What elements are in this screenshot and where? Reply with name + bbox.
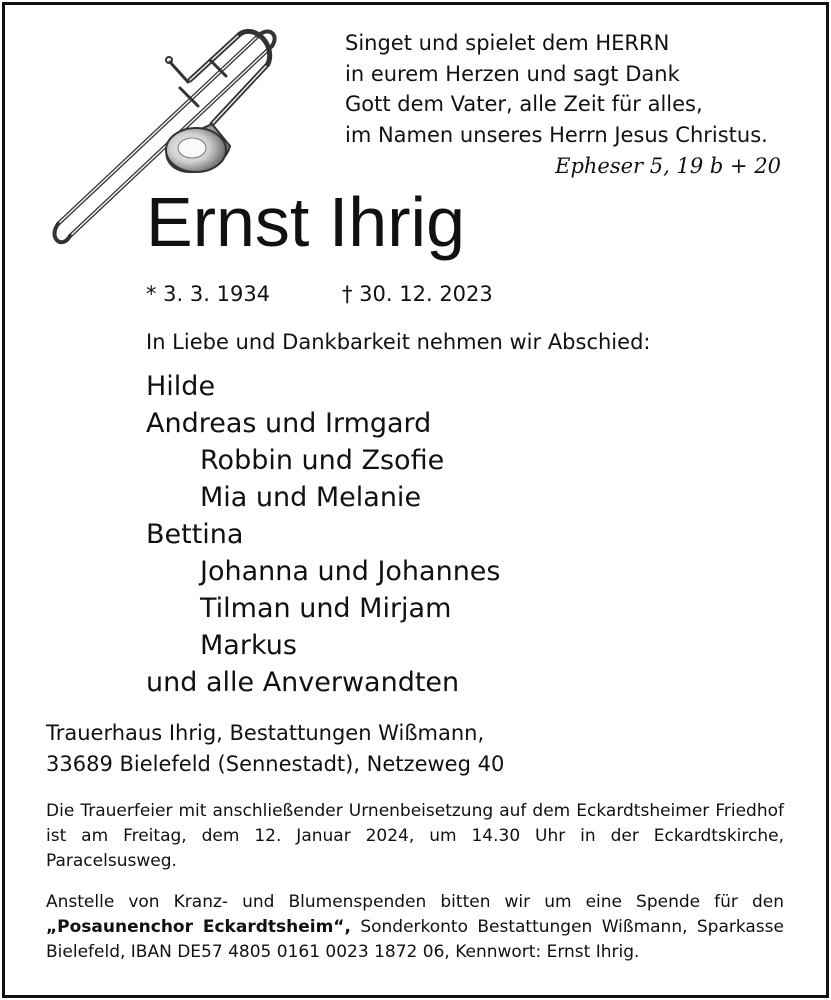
mourners-list [146, 368, 500, 701]
mourner-entry: Robbin und Zsofie [200, 445, 445, 476]
death-date: † 30. 12. 2023 [342, 282, 493, 306]
verse-line: Gott dem Vater, alle Zeit für alles, [345, 92, 703, 116]
mourner-entry: Johanna und Johannes [200, 556, 501, 587]
life-dates [146, 282, 493, 306]
mourner-entry: Mia und Melanie [200, 482, 422, 513]
verse-line: in eurem Herzen und sagt Dank [345, 61, 680, 86]
mourner-entry: Markus [200, 630, 297, 661]
ceremony-notice: Die Trauerfeier mit anschließender Urnenbeisetzung auf dem Eckardtsheimer Friedhof ist am Freitag, dem 12. Januar 2024, um 14.30 Uhr in der Eckardtskirche, Paracelsusweg. [46, 801, 784, 871]
deceased-name: Ernst Ihrig [146, 183, 465, 261]
verse-line: Singet und spielet dem HERRN [345, 31, 670, 55]
mourner-entry: Hilde [146, 371, 216, 402]
bible-verse [345, 28, 815, 150]
mourner-entry: Bettina [146, 519, 244, 550]
verse-reference: Epheser 5, 19 b + 20 [555, 154, 781, 178]
address-line: 33689 Bielefeld (Sennestadt), Netzeweg 40 [46, 752, 505, 776]
donation-notice [46, 890, 784, 965]
address-line: Trauerhaus Ihrig, Bestattungen Wißmann, [46, 721, 485, 745]
mourner-entry: Tilman und Mirjam [200, 593, 452, 624]
mourner-entry: Andreas und Irmgard [146, 408, 432, 439]
funeral-home-address [46, 718, 504, 780]
farewell-intro: In Liebe und Dankbarkeit nehmen wir Abschied: [146, 330, 651, 354]
donation-details: Sonderkonto Bestattungen Wißmann, Sparkasse Bielefeld, IBAN DE57 4805 0161 0023 1872 06, Kennwort: Ernst Ihrig. [46, 917, 784, 962]
birth-date: * 3. 3. 1934 [146, 282, 271, 306]
donation-prefix: Anstelle von Kranz- und Blumenspenden bitten wir um eine Spende für den [46, 892, 784, 912]
mourner-entry: und alle Anverwandten [146, 667, 460, 698]
donation-recipient: „Posaunenchor Eckardtsheim“, [46, 917, 351, 937]
verse-line: im Namen unseres Herrn Jesus Christus. [345, 122, 768, 147]
